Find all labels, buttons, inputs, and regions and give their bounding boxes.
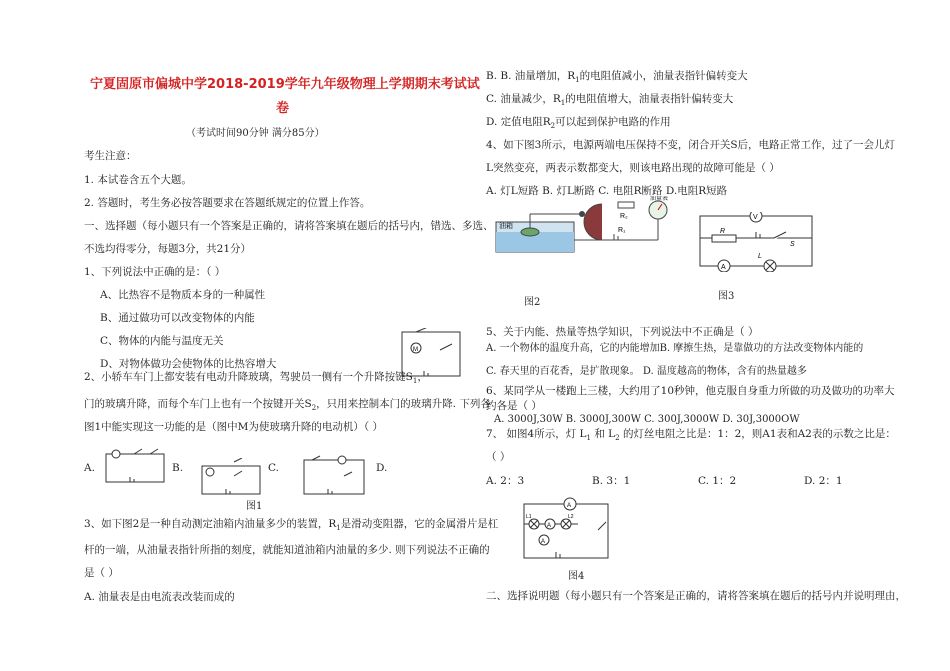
svg-text:A: A [567,503,572,509]
q6-line-2: 约各是（ ） [486,400,542,412]
fig2-oil-label: 油箱 [499,223,513,230]
fig2-r2-label: R₂ [620,213,628,220]
fig2-oil-gauge-device [494,196,694,262]
section2-line: 二、选择说明题（每小题只有一个答案是正确的，请将答案填在题后的括号内并说明理由， [486,590,906,602]
svg-text:L2: L2 [568,514,574,520]
q5-options-ab: A. 一个物体的温度升高，它的内能增加B. 摩擦生热，是靠做功的方法改变物体内能的 [486,343,864,354]
q2-option-c-label: C. [268,462,279,474]
q7-line-1: 7、 如图4所示，灯 $L_1$ 和 $L_2$ 的灯丝电阻之比是：1：2，则A1表和A2表的示数之比是： [486,428,896,443]
q1-option-b: B、通过做功可以改变物体的内能 [100,312,255,324]
q7-option-b: B. 3：1 [592,475,631,487]
notice-2: 2. 答题时，考生务必按答题要求在答题纸规定的位置上作答。 [84,197,371,209]
q2-line-1: 2、小轿车车门上都安装有电动升降玻璃，驾驶员一侧有一个升降按键$S_1$， [84,371,428,386]
fig2-r1-label: R₁ [618,227,626,234]
notice-heading: 考生注意： [84,150,137,162]
q3-line-2: 杆的一端，从油量表指针所指的刻度，就能知道油箱内油量的多少. 则下列说法不正确的 [84,544,490,556]
fig3-s-label: S [790,241,795,248]
q3-line-3: 是（ ） [84,567,119,579]
q3-option-b: B. B. 油量增加，$R_1$的电阻值减小，油量表指针偏转变大 [486,70,748,85]
fig2-gauge-label: 油量表 [650,196,669,202]
section1-line-2: 不选均得零分，每题3分，共21分） [84,243,252,255]
q7-option-a: A. 2：3 [486,475,525,487]
fig3-a-label: A [721,264,726,271]
q6-line-1: 6、某同学从一楼跑上三楼，大约用了10秒钟，他克服自身重力所做的功及做功的功率大 [486,385,895,397]
q7-line-2: （ ） [486,451,511,463]
fig3-v-label: V [753,214,758,221]
q2-option-b-label: B. [172,462,184,474]
q2-line-3: 图1中能实现这一功能的是（图中M为使玻璃升降的电动机）（ ） [84,421,384,433]
q2-line-2: 门的玻璃升降，而每个车门上也有一个按键开关$S_2$，只用来控制本门的玻璃升降. 下列各 [84,398,491,413]
fig1-circuit-a [100,446,170,486]
q3-option-c: C. 油量减少，$R_1$的电阻值增大，油量表指针偏转变大 [486,93,734,108]
q2-option-a-label: A. [84,462,95,474]
fig1-circuit-b [196,458,266,498]
q3-option-d: D. 定值电阻$R_2$可以起到保护电路的作用 [486,116,671,131]
fig1-caption: 图1 [246,501,263,512]
fig1-circuit-c [298,454,370,498]
q7-option-d: D. 2：1 [804,475,843,487]
q4-options: A. 灯L短路 B. 灯L断路 C. 电阻R断路 D.电阻R短路 [486,185,728,197]
fig3-circuit [694,212,818,272]
fig4-circuit [518,494,614,564]
q4-line-1: 4、如下图3所示，电源两端电压保持不变，闭合开关S后，电路正常工作，过了一会儿灯 [486,139,896,151]
fig3-l-label: L [758,253,762,260]
exam-info: （考试时间90分钟 满分85分） [186,128,325,139]
svg-text:A: A [541,539,546,545]
section1-line-1: 一、选择题（每小题只有一个答案是正确的，请将答案填在题后的括号内，错选、多选、 [84,220,494,232]
fig3-r-label: R [720,228,726,235]
q1-option-c: C、物体的内能与温度无关 [100,335,224,347]
q1-stem: 1、下列说法中正确的是：（ ） [84,266,226,278]
svg-text:A: A [547,523,552,529]
notice-1: 1. 本试卷含五个大题。 [84,174,192,186]
q3-line-1: 3、如下图2是一种自动测定油箱内油量多少的装置，$R_1$是滑动变阻器，它的金属滑片是杠 [84,518,499,533]
q6-options: A. 3000J,30W B. 3000J,300W C. 300J,3000W D. 30J,3000OW [494,414,800,425]
q5-stem: 5、关于内能、热量等热学知识，下列说法中不正确是（ ） [486,326,759,338]
q1-option-a: A、比热容不是物质本身的一种属性 [100,289,266,301]
q3-option-a: A. 油量表是由电流表改装而成的 [84,591,235,603]
svg-text:M: M [413,347,418,353]
q1-option-d: D、对物体做功会使物体的比热容增大 [100,358,277,370]
q7-option-c: C. 1：2 [698,475,737,487]
svg-text:L1: L1 [526,514,532,520]
title-line-1: 宁夏固原市偏城中学2018-2019学年九年级物理上学期期末考试试 [90,77,480,92]
fig2-caption: 图2 [524,297,541,308]
fig4-caption: 图4 [568,571,585,582]
q2-option-d-label: D. [376,462,388,474]
q4-line-2: L突然变亮，两表示数都变大，则该电路出现的故障可能是（ ） [486,162,780,174]
q5-options-cd: C. 春天里的百花香，是扩散现象。 D. 温度越高的物体，含有的热量越多 [486,366,807,377]
title-line-2: 卷 [276,101,290,116]
fig3-caption: 图3 [718,291,735,302]
